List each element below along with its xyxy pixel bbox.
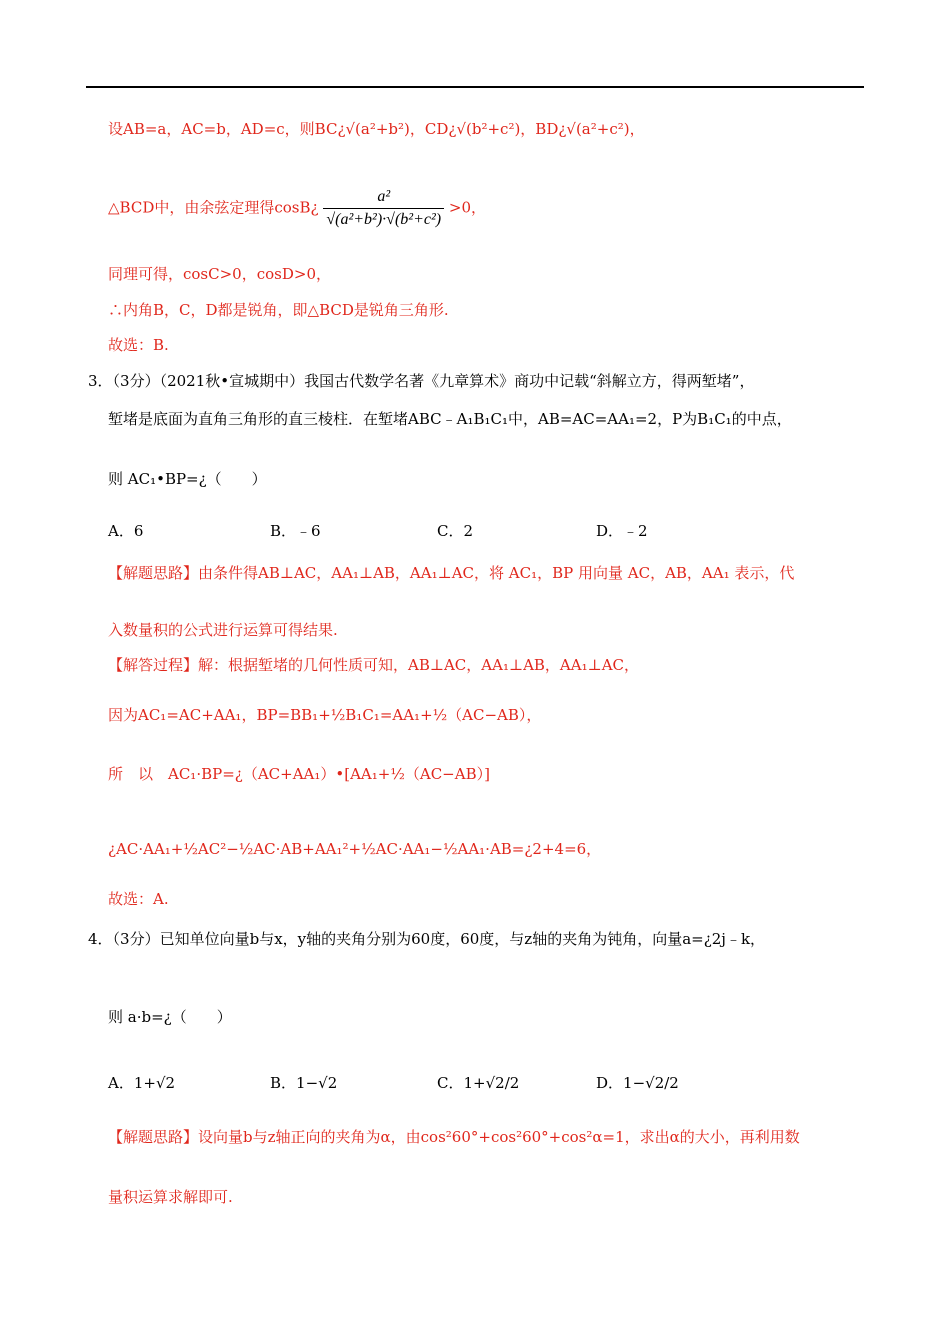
p1-line1: 设AB=a，AC=b，AD=c，则BC¿√(a²+b²)，CD¿√(b²+c²)，BD¿√(a²+c²)，	[108, 120, 645, 138]
q3-idea-line2: 入数量积的公式进行运算可得结果.	[108, 621, 338, 639]
q3-option-d: D．﹣2	[596, 522, 648, 540]
q4-idea-line2: 量积运算求解即可.	[108, 1188, 233, 1206]
p1-line5: 故选：B.	[108, 336, 169, 354]
p1-line4: ∴内角B，C，D都是锐角，即△BCD是锐角三角形.	[108, 301, 449, 319]
q3-stem-line1: 3．（3分）（2021秋•宣城期中）我国古代数学名著《九章算术》商功中记载“斜解立方，得两堑堵”，	[88, 372, 755, 390]
q3-idea-line1	[108, 562, 794, 584]
q4-option-a: A．1+√2	[108, 1074, 176, 1092]
cos-fraction-den: √(a²+b²)·√(b²+c²)	[326, 211, 442, 228]
q3-proc-line2: 因为AC₁=AC+AA₁，BP=BB₁+½B₁C₁=AA₁+½（AC−AB），	[108, 706, 542, 724]
q4-idea-text1: 设向量b与z轴正向的夹角为α，由cos²60°+cos²60°+cos²α=1，求出α的大小，再利用数	[198, 1128, 800, 1146]
header-rule	[86, 86, 864, 88]
p1-line3: 同理可得，cosC>0，cosD>0，	[108, 265, 331, 283]
q3-stem-line3: 则 AC₁•BP=¿（ ）	[108, 470, 267, 488]
q4-option-c: C．1+√2/2	[437, 1074, 520, 1092]
q3-proc-label: 【解答过程】	[108, 656, 199, 674]
q4-option-b: B．1−√2	[270, 1074, 338, 1092]
q4-idea-label: 【解题思路】	[108, 1128, 199, 1146]
p1-line2-prefix: △BCD中，由余弦定理得cosB¿	[108, 198, 319, 217]
q3-option-b: B．﹣6	[270, 522, 321, 540]
q4-option-d: D．1−√2/2	[596, 1074, 679, 1092]
q3-proc-line4: ¿AC·AA₁+½AC²−½AC·AB+AA₁²+½AC·AA₁−½AA₁·AB=¿2+4=6，	[108, 840, 602, 858]
q4-stem-line2: 则 a·b=¿（ ）	[108, 1008, 232, 1026]
q3-option-c: C．2	[437, 522, 474, 540]
q3-proc-text1: 解：根据堑堵的几何性质可知，AB⊥AC，AA₁⊥AB，AA₁⊥AC，	[198, 656, 640, 674]
q3-idea-label: 【解题思路】	[108, 564, 199, 582]
q4-idea-line1	[108, 1126, 800, 1148]
p1-line2-suffix: >0，	[448, 198, 486, 217]
q3-option-a: A．6	[108, 522, 144, 540]
q4-stem-line1: 4．（3分）已知单位向量b与x，y轴的夹角分别为60度，60度，与z轴的夹角为钝角，向量a=¿2j﹣k，	[88, 930, 766, 948]
q3-stem-line2: 堑堵是底面为直角三角形的直三棱柱．在堑堵ABC﹣A₁B₁C₁中，AB=AC=AA₁=2，P为B₁C₁的中点，	[108, 410, 792, 428]
q3-proc-line1	[108, 654, 639, 676]
cos-fraction-num: a²	[323, 186, 444, 209]
q3-proc-line3: 所 以 AC₁·BP=¿（AC+AA₁）•[AA₁+½（AC−AB）]	[108, 765, 490, 783]
q3-idea-text1: 由条件得AB⊥AC，AA₁⊥AB，AA₁⊥AC，将 AC₁，BP 用向量 AC，AB，AA₁ 表示，代	[198, 564, 795, 582]
q3-proc-line5: 故选：A.	[108, 890, 169, 908]
cos-fraction	[323, 186, 444, 231]
p1-line2	[108, 186, 486, 231]
